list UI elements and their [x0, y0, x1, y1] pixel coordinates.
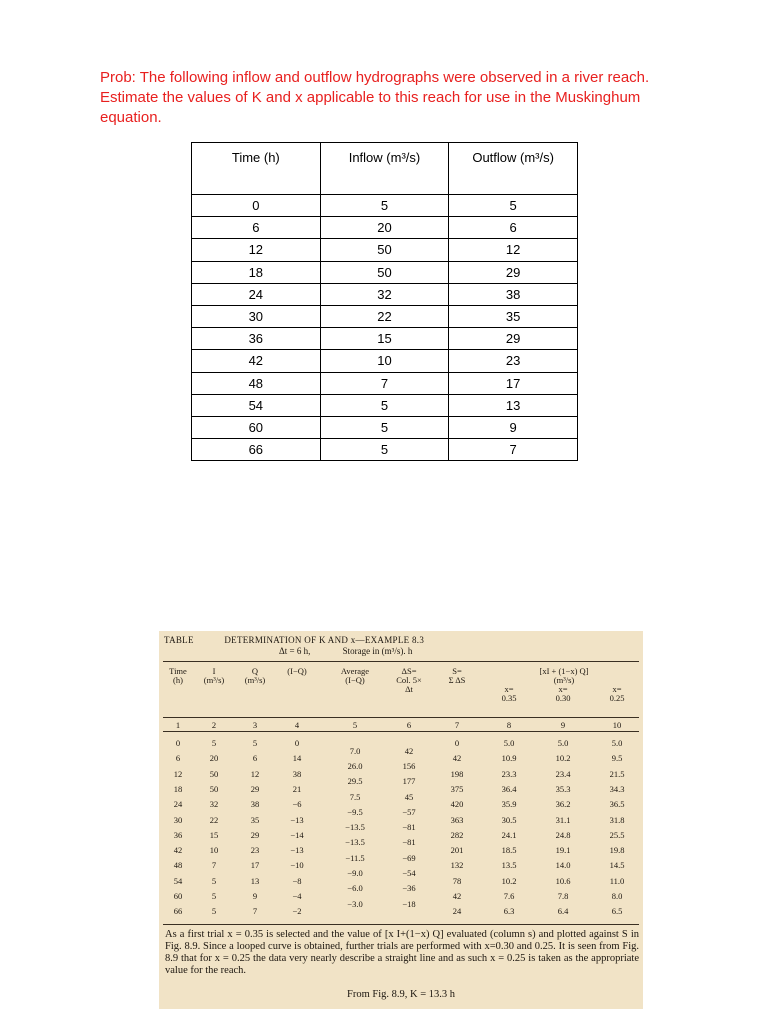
scan-cell: 7: [252, 906, 258, 917]
scan-average: −13.5: [345, 822, 365, 833]
scan-cell: 282: [450, 829, 464, 840]
scan-cell: 6: [252, 753, 258, 764]
cell-outflow: 12: [449, 239, 578, 261]
scan-rule-bottom: [163, 924, 639, 925]
scan-delta-s: −69: [402, 852, 416, 863]
scan-cell: 5: [211, 875, 217, 886]
cell-inflow: 5: [320, 439, 449, 461]
scan-cell: 30.5: [501, 814, 517, 825]
scan-average: 7.5: [349, 791, 361, 802]
scan-cell: −8: [292, 875, 302, 886]
cell-time: 66: [192, 439, 321, 461]
table-row: [192, 350, 578, 372]
scan-cell: −13: [290, 814, 304, 825]
cell-time: 36: [192, 328, 321, 350]
scan-note: As a first trial x = 0.35 is selected and the value of [x I+(1−x) Q] evaluated (column s) and plotted against S in Fig. 8.9. Since a looped curve is obtained, further trials are performed with x=0.30 and 0.25. It is seen from Fig. 8.9 that for x = 0.25 the data very nearly describe a straight line and as such x = 0.25 is taken as the appropriate value for the reach.: [165, 929, 639, 976]
scan-cell: 5: [211, 906, 217, 917]
scan-cell: −2: [292, 906, 302, 917]
cell-inflow: 32: [320, 283, 449, 305]
scan-cell: 5: [252, 738, 258, 748]
cell-outflow: 6: [449, 217, 578, 239]
scan-col-number: 1: [175, 720, 181, 730]
scan-col-number: 9: [560, 720, 566, 730]
scan-cell: 29: [250, 829, 260, 840]
table-row: [192, 328, 578, 350]
scan-cell: 36.4: [501, 783, 517, 794]
scan-cell: 21: [292, 783, 302, 794]
scan-delta-s: 42: [404, 745, 414, 756]
scan-col-header: x= 0.25: [609, 684, 625, 703]
scan-cell: 42: [452, 891, 462, 901]
scan-cell: 363: [450, 814, 464, 825]
scan-cell: 5: [211, 738, 217, 748]
scan-cell: 10.6: [555, 875, 571, 886]
scan-storage: Storage in (m³/s). h: [342, 646, 413, 656]
scan-cell: 6.5: [611, 906, 623, 917]
scan-col-number: 5: [352, 720, 358, 730]
scan-cell: 18.5: [501, 845, 517, 856]
table-row: [192, 372, 578, 394]
scan-cell: 8.0: [611, 891, 623, 901]
scan-col-number: 8: [506, 720, 512, 730]
scan-cell: 78: [452, 875, 462, 886]
scan-col-header: Time (h): [169, 666, 187, 685]
scan-subtitle-line: [279, 646, 442, 656]
cell-time: 42: [192, 350, 321, 372]
scan-dt: Δt = 6 h,: [279, 646, 311, 656]
cell-time: 48: [192, 372, 321, 394]
table-row: [192, 261, 578, 283]
scan-cell: 48: [173, 860, 183, 871]
scan-table-label: TABLE: [164, 635, 194, 645]
scan-cell: 38: [250, 799, 260, 810]
scan-col-header: Average (I−Q): [340, 666, 370, 685]
scan-average: −9.5: [347, 806, 363, 817]
scan-k-result: From Fig. 8.9, K = 13.3 h: [346, 989, 455, 1000]
scan-cell: 24: [452, 906, 462, 917]
cell-outflow: 17: [449, 372, 578, 394]
scan-title: DETERMINATION OF K AND x—EXAMPLE 8.3: [224, 635, 425, 645]
scan-cell: 14.5: [609, 860, 625, 871]
scan-cell: 36.2: [555, 799, 571, 810]
scan-cell: 0: [454, 738, 460, 748]
scan-cell: 0: [175, 738, 181, 748]
scan-col-number: 10: [612, 720, 622, 730]
scan-cell: 5: [211, 891, 217, 901]
scan-cell: 5.0: [557, 738, 569, 748]
scan-cell: 375: [450, 783, 464, 794]
scan-average: −6.0: [347, 883, 363, 894]
scan-cell: 6.3: [503, 906, 515, 917]
scan-cell: 50: [209, 768, 219, 779]
scan-average: −11.5: [345, 852, 365, 863]
scan-rule-mid: [163, 717, 639, 718]
scan-title-line: [164, 635, 424, 645]
scan-delta-s: −54: [402, 868, 416, 879]
cell-outflow: 29: [449, 328, 578, 350]
scan-cell: 15: [209, 829, 219, 840]
scan-cell: 24.1: [501, 829, 517, 840]
scan-cell: −13: [290, 845, 304, 856]
scan-cell: 13: [250, 875, 260, 886]
scan-cell: −4: [292, 891, 302, 901]
header-inflow: Inflow (m³/s): [320, 143, 449, 195]
scan-cell: 7: [211, 860, 217, 871]
scan-cell: 14: [292, 753, 302, 764]
scan-cell: 23.4: [555, 768, 571, 779]
table-row: [192, 416, 578, 438]
table-row: [192, 283, 578, 305]
scan-cell: 18: [173, 783, 183, 794]
table-row: [192, 239, 578, 261]
scan-cell: 10.2: [555, 753, 571, 764]
scan-col-header: (I−Q): [287, 666, 307, 676]
cell-inflow: 5: [320, 195, 449, 217]
scan-cell: 42: [452, 753, 462, 764]
scan-col-number: 4: [294, 720, 300, 730]
cell-time: 12: [192, 239, 321, 261]
scan-cell: 32: [209, 799, 219, 810]
scan-col-header: x= 0.30: [555, 684, 571, 703]
cell-outflow: 7: [449, 439, 578, 461]
scan-cell: 23: [250, 845, 260, 856]
scan-cell: 201: [450, 845, 464, 856]
scanned-textbook-table: [159, 631, 643, 1009]
scan-col-number: 2: [211, 720, 217, 730]
table-row: [192, 217, 578, 239]
scan-cell: 5.0: [611, 738, 623, 748]
scan-cell: 30: [173, 814, 183, 825]
cell-inflow: 15: [320, 328, 449, 350]
cell-inflow: 10: [320, 350, 449, 372]
scan-delta-s: 156: [402, 760, 416, 771]
cell-time: 24: [192, 283, 321, 305]
cell-inflow: 50: [320, 239, 449, 261]
scan-cell: 35.9: [501, 799, 517, 810]
scan-average: 29.5: [347, 776, 363, 787]
scan-cell: 0: [294, 738, 300, 748]
scan-cell: 25.5: [609, 829, 625, 840]
scan-cell: 6: [175, 753, 181, 764]
cell-outflow: 38: [449, 283, 578, 305]
scan-col-header: S= Σ ΔS: [448, 666, 466, 685]
scan-delta-s: −36: [402, 883, 416, 894]
scan-col-header: I (m³/s): [203, 666, 225, 685]
scan-cell: 42: [173, 845, 183, 856]
scan-col-number: 7: [454, 720, 460, 730]
scan-average: 26.0: [347, 760, 363, 771]
scan-cell: 21.5: [609, 768, 625, 779]
cell-inflow: 20: [320, 217, 449, 239]
scan-cell: 22: [209, 814, 219, 825]
scan-cell: 10.9: [501, 753, 517, 764]
cell-inflow: 5: [320, 416, 449, 438]
cell-time: 54: [192, 394, 321, 416]
scan-group-header: [xI + (1−x) Q] (m³/s): [539, 666, 589, 685]
scan-cell: 132: [450, 860, 464, 871]
scan-cell: 11.0: [609, 875, 625, 886]
cell-outflow: 35: [449, 305, 578, 327]
scan-delta-s: −57: [402, 806, 416, 817]
scan-cell: 7.8: [557, 891, 569, 901]
scan-average: −3.0: [347, 898, 363, 909]
table-row: [192, 305, 578, 327]
scan-rule-top: [163, 661, 639, 662]
scan-cell: 9: [252, 891, 258, 901]
scan-cell: 10: [209, 845, 219, 856]
scan-cell: 38: [292, 768, 302, 779]
scan-cell: 34.3: [609, 783, 625, 794]
cell-inflow: 50: [320, 261, 449, 283]
scan-cell: 24: [173, 799, 183, 810]
scan-cell: 54: [173, 875, 183, 886]
scan-cell: 35: [250, 814, 260, 825]
scan-average: −13.5: [345, 837, 365, 848]
cell-inflow: 5: [320, 394, 449, 416]
scan-delta-s: −81: [402, 837, 416, 848]
table-row: [192, 439, 578, 461]
scan-cell: 420: [450, 799, 464, 810]
scan-average: 7.0: [349, 745, 361, 756]
scan-delta-s: −18: [402, 898, 416, 909]
scan-cell: 23.3: [501, 768, 517, 779]
scan-col-header: Q (m³/s): [244, 666, 266, 685]
cell-time: 60: [192, 416, 321, 438]
cell-time: 6: [192, 217, 321, 239]
hydrograph-table: [191, 142, 578, 461]
scan-cell: 29: [250, 783, 260, 794]
header-time: Time (h): [192, 143, 321, 195]
cell-time: 0: [192, 195, 321, 217]
scan-col-number: 6: [406, 720, 412, 730]
cell-outflow: 5: [449, 195, 578, 217]
scan-cell: 50: [209, 783, 219, 794]
scan-cell: −14: [290, 829, 304, 840]
cell-inflow: 22: [320, 305, 449, 327]
cell-outflow: 29: [449, 261, 578, 283]
problem-statement: Prob: The following inflow and outflow hydrographs were observed in a river reach. Estimate the values of K and x applicable to this reach for use in the Muskinghum equation.: [100, 69, 650, 126]
cell-outflow: 23: [449, 350, 578, 372]
scan-cell: 198: [450, 768, 464, 779]
scan-cell: 12: [250, 768, 260, 779]
scan-cell: 60: [173, 891, 183, 901]
table-body: [192, 195, 578, 461]
table-header-row: [192, 143, 578, 195]
table-row: [192, 394, 578, 416]
scan-cell: 6.4: [557, 906, 569, 917]
scan-average: −9.0: [347, 868, 363, 879]
table-row: [192, 195, 578, 217]
scan-cell: 12: [173, 768, 183, 779]
scan-delta-s: 45: [404, 791, 414, 802]
scan-cell: −6: [292, 799, 302, 810]
cell-outflow: 9: [449, 416, 578, 438]
scan-cell: 24.8: [555, 829, 571, 840]
scan-cell: 66: [173, 906, 183, 917]
scan-cell: 31.1: [555, 814, 571, 825]
scan-cell: 19.1: [555, 845, 571, 856]
scan-col-header: x= 0.35: [501, 684, 517, 703]
scan-cell: 20: [209, 753, 219, 764]
scan-col-number: 3: [252, 720, 258, 730]
cell-outflow: 13: [449, 394, 578, 416]
scan-cell: 36: [173, 829, 183, 840]
scan-col-header: ΔS= Col. 5× Δt: [396, 666, 422, 694]
cell-inflow: 7: [320, 372, 449, 394]
scan-rule-under-numbers: [163, 731, 639, 732]
scan-cell: 35.3: [555, 783, 571, 794]
cell-time: 18: [192, 261, 321, 283]
scan-cell: 13.5: [501, 860, 517, 871]
scan-delta-s: −81: [402, 822, 416, 833]
scan-cell: 9.5: [611, 753, 623, 764]
scan-cell: 31.8: [609, 814, 625, 825]
scan-cell: 10.2: [501, 875, 517, 886]
scan-cell: −10: [290, 860, 304, 871]
header-outflow: Outflow (m³/s): [449, 143, 578, 195]
scan-cell: 5.0: [503, 738, 515, 748]
scan-cell: 17: [250, 860, 260, 871]
scan-cell: 14.0: [555, 860, 571, 871]
scan-cell: 7.6: [503, 891, 515, 901]
scan-cell: 36.5: [609, 799, 625, 810]
cell-time: 30: [192, 305, 321, 327]
scan-delta-s: 177: [402, 776, 416, 787]
scan-cell: 19.8: [609, 845, 625, 856]
